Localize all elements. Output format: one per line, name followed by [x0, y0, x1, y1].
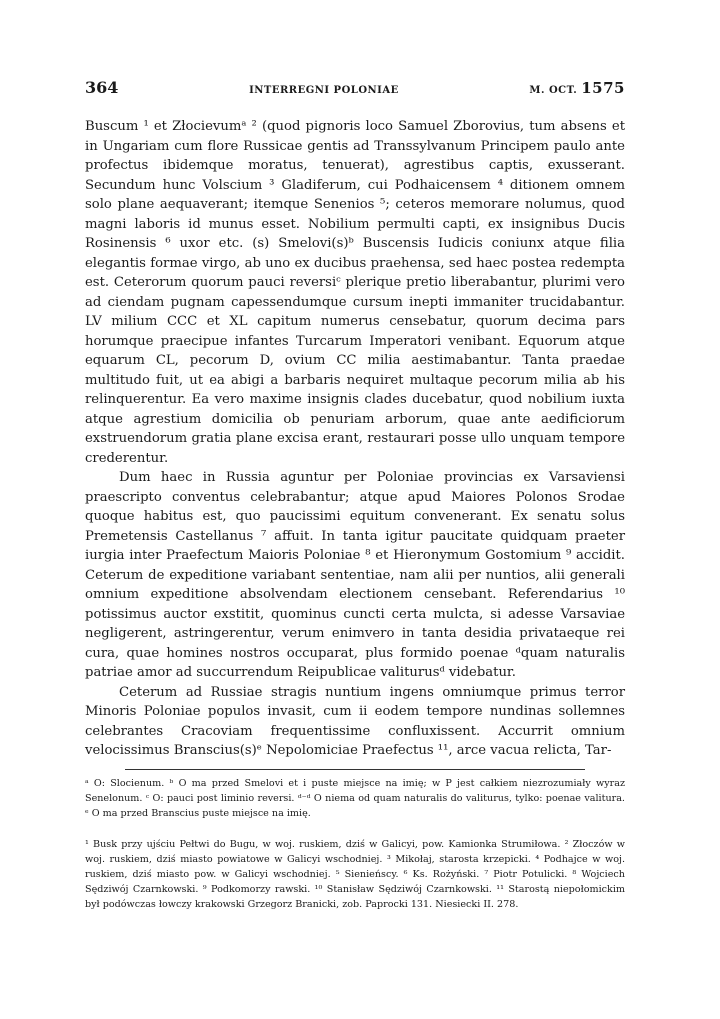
paragraph-1: Buscum ¹ et Złocievumᵃ ² (quod pignoris loco Samuel Zborovius, tum absens et in Ungariam cum flore Russicae gentis ad Transsylvanum Principem paulo ante profectus ibidemque moratus, tenuerat), agrestibus captis, exusserant. Secundum hunc Volscium ³ Gladiferum, cui Podhaicensem ⁴ ditionem omnem solo plane aequaverant; itemque Senenios ⁵; ceteros memorare nolumus, quod magni laboris id munus esset. Nobilium permulti capti, ex insignibus Ducis Rosinensis ⁶ uxor etc. (s) Smelovi(s)ᵇ Buscensis Iudicis coniunx atque filia elegantis formae virgo, ab uno ex ducibus praehensa, sed haec postea redempta est. Ceterorum quorum pauci reversiᶜ plerique pretio liberabantur, plurimi vero ad ciendam pugnam capessendumque cursum inepti immaniter trucidabantur. LV milium CCC et XL capitum numerus censebatur, quorum decima pars horumque praecipue infantes Turcarum Imperatori venibant. Equorum atque equarum CL, pecorum D, ovium CC milia aestimabantur. Tanta praedae multitudo fuit, ut ea abigi a barbaris nequiret multaque pecorum milia ab his relinquerentur. Ea vero maxime insignis clades ducebatur, quod nobilium iuxta atque agrestium domicilia ob penuriam arborum, quae ante aedificiorum exstruendorum gratia plane excisa erant, restaurari posse ullo unquam tempore crederentur.	[85, 119, 625, 466]
variant-c: ᶜ O: pauci post liminio reversi.	[145, 792, 295, 804]
note-line-3: ⁶ Ks. Rożyński. ⁷ Piotr Potulicki. ⁸ Wojciech Sędziwój Czarnkowski. ⁹ Podkomorzy rawski.	[85, 868, 625, 895]
note-line-2: ² Złoczów w woj. ruskiem, dziś miasto powiatowe w Galicyi wschodniej. ³ Mikołaj, starosta krzepicki. ⁴ Podhajce w woj. ruskiem, dziś miasto pow. w Galicyi wschodniej. ⁵ Sienieńscy.	[85, 838, 625, 880]
running-date-year: 1575	[581, 79, 625, 97]
page-number: 364	[85, 78, 119, 97]
variant-e: ᵉ O ma przed Branscius puste miejsce na imię.	[85, 807, 311, 819]
running-header	[85, 78, 625, 97]
historical-notes	[85, 837, 625, 912]
variant-a: ᵃ O: Slocienum.	[85, 777, 165, 789]
main-text	[85, 117, 625, 761]
paragraph-3: Ceterum ad Russiae stragis nuntium ingens omniumque primus terror Minoris Poloniae populos invasit, cum ii eodem tempore nundinas sollemnes celebrantes Cracoviam frequentissime confluxissent. Accurrit omnium velocissimus Branscius(s)ᵉ Nepolomiciae Praefectus ¹¹, arce vacua relicta, Tar-	[85, 684, 625, 758]
note-line-1: ¹ Busk przy ujściu Pełtwi do Bugu, w woj. ruskiem, dziś w Galicyi, pow. Kamionka Strumiłowa.	[85, 838, 561, 850]
variant-d: ᵈ⁻ᵈ O niema od quam naturalis do valiturus, tylko: poenae valitura.	[297, 792, 625, 804]
textual-variants	[85, 776, 625, 821]
book-page	[85, 78, 625, 912]
running-date-month: M. OCT.	[529, 85, 578, 96]
paragraph-2: Dum haec in Russia aguntur per Poloniae provincias ex Varsaviensi praescripto conventus celebrabantur; atque apud Maiores Polonos Srodae quoque habitus est, quo paucissimi equitum convenerant. Ex senatu solus Premetensis Castellanus ⁷ affuit. In tanta igitur paucitate quidquam praeter iurgia inter Praefectum Maioris Poloniae ⁸ et Hieronymum Gostomium ⁹ accidit. Ceterum de expeditione variabant sententiae, nam alii per nuntios, alii generali omnium expeditione absolvendam electionem censebant. Referendarius ¹⁰ potissimus auctor exstitit, quominus cuncti certa mulcta, si adesse Varsaviae negligerent, astringerentur, verum enimvero in tanta desidia privataeque rei cura, quae homines nostros occuparat, plus formido poenae ᵈquam naturalis patriae amor ad succurrendum Reipublicae valiturusᵈ videbatur.	[85, 470, 625, 680]
note-line-4: ¹⁰ Stanisław Sędziwój Czarnkowski. ¹¹ Starostą niepołomickim był podówczas łowczy krakowski Grzegorz Branicki, zob. Paprocki 131. Niesiecki II. 278.	[85, 883, 625, 910]
footnote-divider	[125, 769, 585, 770]
running-title: INTERREGNI POLONIAE	[249, 85, 399, 96]
running-date	[529, 79, 625, 97]
variant-b: ᵇ O ma przed Smelovi et i puste miejsce na imię; w P jest całkiem niezrozumiały wyraz Senelonum.	[85, 777, 625, 804]
